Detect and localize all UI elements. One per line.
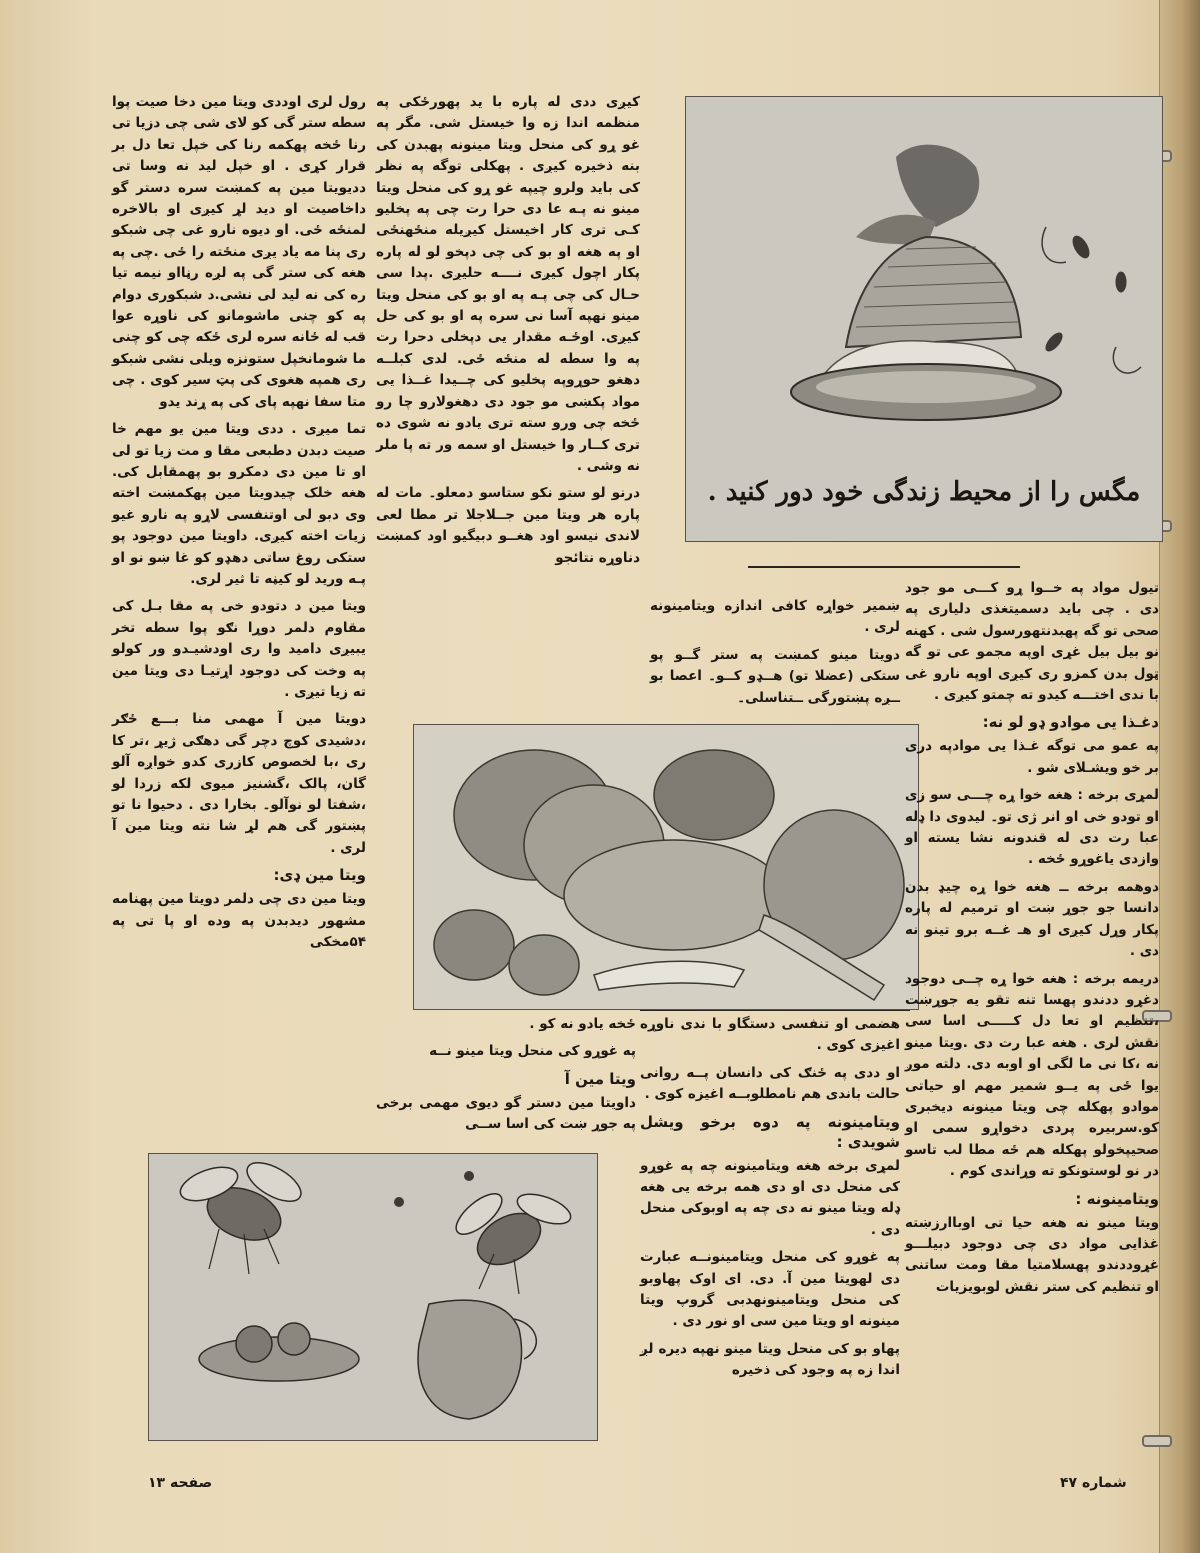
text-column-right bbox=[905, 578, 1159, 1304]
divider-rule bbox=[748, 566, 1020, 568]
paragraph: دوهمه برخه ــ هغه خوا ړه چیډ بدن دانسا جو جوړ ښت او ترمیم له پاره پکار وړل کیږی او هـ غــه برو تینو نه دی . bbox=[905, 878, 1159, 960]
paragraph: تما میږی . ددی ویتا مین یو مهم خا صیت دبدن دطبعی مقا و مت زیا تو لی او تا مین دی دمکرو بو پهمقابل کی. هغه خلک چیدویتا مین پهکمښت اخته وی دبو لی اوتنفسی لاړو په نارو غیو زیات اخته کیږی. داویتا مین دوجود پو ستکی روغ ساتی دهډو کو غا ښو نو او پـه ورید لو کیڼه تا ثیر لری. bbox=[112, 421, 366, 587]
section-heading: ویتامینونه : bbox=[1075, 1189, 1159, 1208]
illustration-flies-on-food bbox=[148, 1153, 598, 1441]
text-column-center-lower bbox=[640, 1014, 900, 1388]
paragraph: تیول مواد په خــوا ړو کـــی مو جود دی . چی باید دسمیتغذی دلیاری په صحی تو گه پهبدنتهورسول شی . کهنه نو بیل بیل غړی اوپه مجمو عی تو گه ټول بدن کمزو ری کیږی اوپه نارو غی با ندی اختـــه کیدو ته چمتو کیږی . bbox=[905, 580, 1159, 704]
paragraph: لمړی برخه هغه ویتامینونه چه په غوړو کی منحل دی او دی همه برخه یی هغه ډله ویتا مینو نه دی چه په اوبوکی منحل دی . bbox=[640, 1157, 900, 1238]
paragraph: دویتا مین آ مهمی منا بـــع ځګر ،دشیدی کوچ دچر گی دهګی ژیړ ،تر کا ری ،با لخصوص کازری کدو خواږه آلو گان، پالک ،گشنیز میوی لکه زردا لو ،شفتا لو نوآلو۔ بخارا دی . دحیوا نا تو پښتور گی هم لړ شا نته ویتا مین آ لری . bbox=[112, 711, 366, 856]
paragraph: ویتا مینو نه هغه حیا تی اوباارزښته غذایی مواد دی چی دوجود دبیلـــو غړوددندو پهسلامتیا مقا ومت ساتنی او تنظیم کی ستر نقش لوبویزیات bbox=[905, 1214, 1159, 1295]
binding-spine bbox=[1159, 0, 1200, 1553]
paragraph: داویتا مین دستر گو دیوی مهمی برخی په جوړ ښت کی اسا ســی bbox=[376, 1094, 636, 1133]
section-heading: ویتا مین ډی: bbox=[273, 866, 366, 885]
paragraph: درنو لو ستو نکو ستاسو دمعلو۔ مات له پاره هر ویتا مین جــلاجلا تر مطا لعی لاندی نیسو اود هغــو دبیگیو اود کمښت دناوړه نتائجو bbox=[376, 485, 640, 566]
figure-caption: مگس را از محیط زندگی خود دور کنید . bbox=[707, 477, 1141, 507]
paragraph: رول لری اوددی ویتا مین دخا صیت پوا سطه ستر گی کو لای شی چی دزیا تی رنا ځخه پهکمه رنا کی خپل تعا دل بر قرار کړی . او خپل لید نه وسا تی ددیویتا مین په کمښت سره دستر گو داخاصیت او دید لړ کیږی او بالاخره لمنځه ځی. او دیوه نارو غی چی شبکو ری پنا مه یاد یږی منځته را ځی .چی په هغه کی ستر گی په لږه رڼااو نیمه تیا ره کی نه لید لی نشی.د شبکوری دوام په کو چنی ماشومانو کی ناوړه عوا قب له ځانه سره لری ځکه چی کو چنی ما شومانخپل ستونزه ویلی نشی شبکو ری همپه هغوی کی پټ سیر کوی . چی متا سفا نهپه پای کی په ړند یدو bbox=[112, 94, 366, 410]
paragraph: په عمو می توگه غـذا یی موادپه دری بر خو ویشـلای شو . bbox=[905, 738, 1159, 776]
section-heading: ویتا مین آ bbox=[564, 1069, 636, 1088]
text-column-middle-bottom bbox=[376, 1014, 636, 1142]
paragraph: ښمیر خواړه کافی اندازه ویتامینونه لری . bbox=[650, 598, 900, 636]
paragraph: دریمه برخه : هغه خوا ړه چــی دوجود دغړو ددندو پهسا تنه تقو یه جوړښت ،تنظیم او تعا دل کـــــی اسا سی نقش لری . هغه عبا رت دی .ویتا مینو نه ،کا نی ما لگی او اوبه دی. دلته موږ یوا ځی په یــو شمیر مهم او حیاتی موادو پهکله چی ویتا مینونه دیخبری کو.سربیره پردی دخواړو سمی او صحیپخولو پهکله هم ځه مطا لب تاسو در نو لوستونکو ته وړاندی کوم . bbox=[905, 970, 1159, 1180]
paragraph: په غوړو کی منحل ویتا مینو نــه bbox=[429, 1043, 636, 1060]
divider-rule bbox=[640, 1010, 910, 1011]
text-column-center-upper bbox=[650, 596, 900, 715]
paragraph: ځخه یادو نه کو . bbox=[529, 1016, 636, 1032]
section-heading: ویتامینونه په دوه برخو ویشل شویدی : bbox=[640, 1112, 900, 1151]
illustration-fly-cover bbox=[685, 96, 1163, 542]
paragraph: ویتا مین دی چی دلمر دویتا مین پهنامه مشهور دیدبدن په وده او پا تی په ۵۴مخکی bbox=[112, 891, 366, 951]
page-number: صفحه ۱۳ bbox=[148, 1475, 213, 1491]
text-column-left bbox=[112, 92, 366, 959]
paragraph: کیږی ددی له پاره با ید پهورځکی په منظمه اندا زه وا خیستل شی. مگر په غو ړو کی منحل ویتا مینونه پهبدن کی بنه ذخیره کیږی . پهکلی توگه په نظر کی باید ولرو چیپه غو ړو کی منحل ویتا مینو نه پـه عا دی حرا رت چی په پخلیو کـی تری کار اخیستل کیږیله منځهنځی او په هغه او بو کی چی دپخو لو له پاره پکار اچول کیږی نــــه حلیږی .پدا سی حـال کی چی پـه په او بو کی منحل ویتا مینو نهپه آسا نی سره په او بو کی حل کیږی. اوځـه مقدار یی دپخلی دحرا رت په وا سطه له منځه ځی. لدی کبلــه دهغو حوړوپه پخلیو کی چــیدا غــذا یی مواد پکښی مو جود دی دهغولارو چا رو ځخه چی ورو سته تری یادو نه شوی ده تری کــار وا خیستل او سمه ور ته پا ملر نه وشی . bbox=[376, 94, 640, 474]
illustration-vegetables bbox=[413, 724, 919, 1010]
binding-ring bbox=[1142, 1435, 1172, 1447]
issue-number: شماره ۴۷ bbox=[1060, 1475, 1127, 1491]
paragraph: په غوړو کی منحل ویتامینونــه عبارت دی لهویتا مین آ. دی. ای اوک پهاوبو کی منحل ویتامینونهدبی گروپ ویتا مینونه او ویتا مین سی او نور دی . bbox=[640, 1249, 900, 1330]
paragraph: هضمی او تنفسی دستگاو با ندی ناوړه اغیزی کوی . bbox=[640, 1016, 900, 1054]
paragraph: پهاو بو کی منحل ویتا مینو نهپه دیره لږ اندا زه په وجود کی ذخیره bbox=[640, 1340, 900, 1379]
paragraph: لمړی برخه : هغه خوا ړه چـــی سو زی او تودو خی او انر ژی تو۔ لیدوی دا ډله عبا رت دی له قندونه نشا یسته او وازدی یاغوړو ځخه . bbox=[905, 787, 1159, 868]
section-heading: دغـذا یی موادو ډو لو نه: bbox=[982, 713, 1159, 732]
paragraph: ویتا مین د دتودو خی په مقا بـل کی مقاوم دلمر دوړا نګو پوا سطه تخر یبیږی دامید وا ری اودشیـدو ور کولو په وخت کی دوجود اړتیـا دی ویتا مین ته زیا تیږی . bbox=[112, 598, 366, 700]
paragraph: دویتا مینو کمښت په ستر گــو پو ستکی (عضلا تو) هــډو کــو۔ اعصا بو ــږه پښتورگی ــتناسلی۔ bbox=[650, 646, 900, 706]
paragraph: او ددی په ځنګ کی دانسان پــه روانی حالت باندی هم نامطلوبــه اغیزه کوی . bbox=[640, 1064, 900, 1103]
text-column-middle-top bbox=[376, 92, 640, 575]
